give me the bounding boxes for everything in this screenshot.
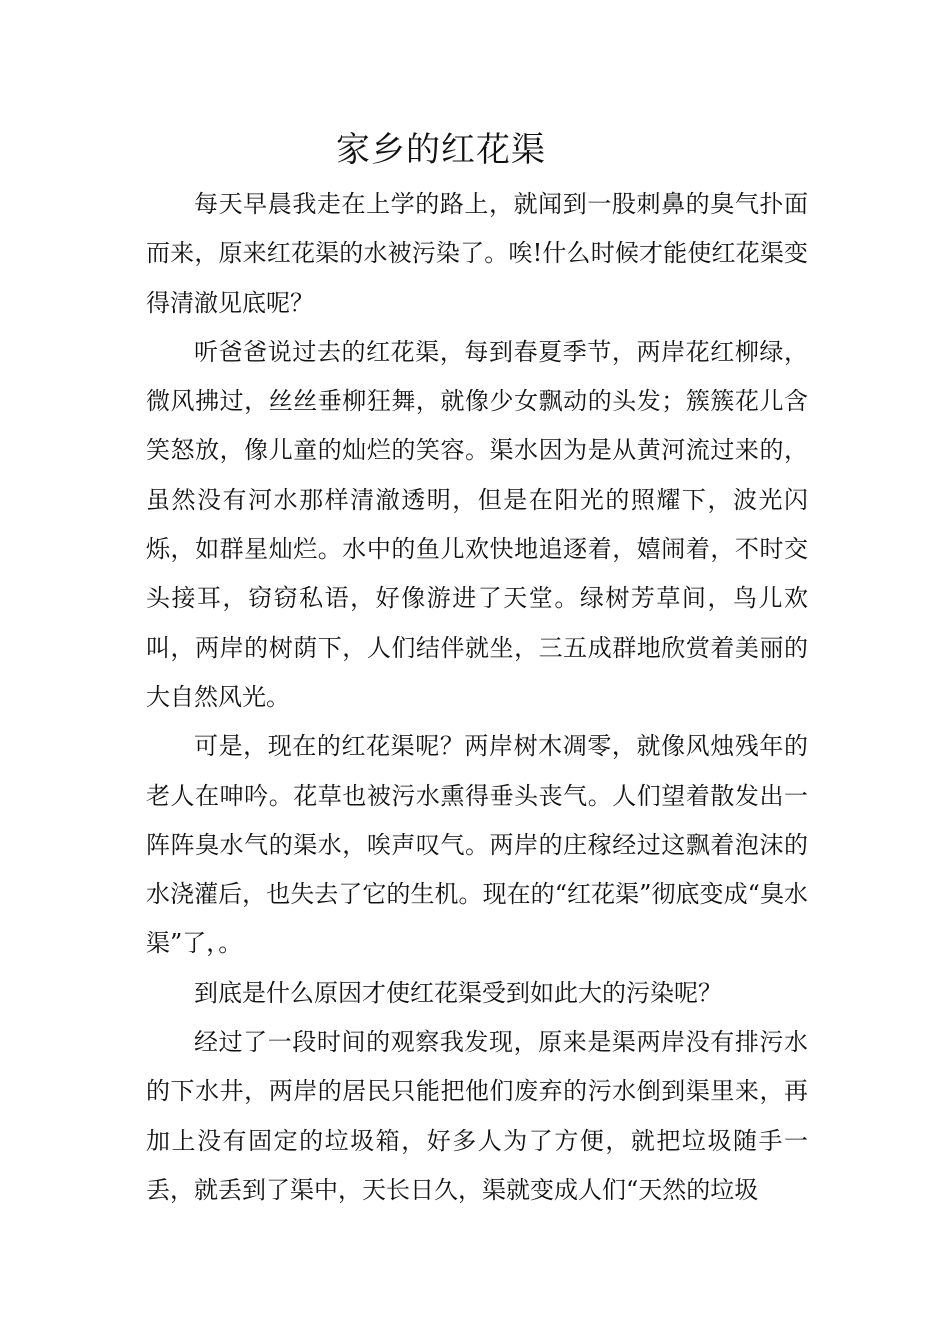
paragraph-3: 可是，现在的红花渠呢？两岸树木凋零，就像风烛残年的老人在呻吟。花草也被污水熏得垂头丧气。人们望着散发出一阵阵臭水气的渠水，唉声叹气。两岸的庄稼经过这飘着泡沫的水浇灌后，也失去了它的生机。现在的“红花渠”彻底变成“臭水渠”了，。 [146, 732, 808, 958]
paragraph-4: 到底是什么原因才使红花渠受到如此大的污染呢？ [194, 978, 722, 1007]
paragraph-2: 听爸爸说过去的红花渠，每到春夏季节，两岸花红柳绿，微风拂过，丝丝垂柳狂舞，就像少女飘动的头发；簇簇花儿含笑怒放，像儿童的灿烂的笑容。渠水因为是从黄河流过来的，虽然没有河水那样清澈透明，但是在阳光的照耀下，波光闪烁，如群星灿烂。水中的鱼儿欢快地追逐着，嬉闹着，不时交头接耳，窃窃私语，好像游进了天堂。绿树芳草间，鸟儿欢叫，两岸的树荫下，人们结伴就坐，三五成群地欣赏着美丽的大自然风光。 [146, 337, 808, 711]
document-body [146, 180, 808, 1215]
document-title: 家乡的红花渠 [336, 130, 546, 170]
paragraph-5: 经过了一段时间的观察我发现，原来是渠两岸没有排污水的下水井，两岸的居民只能把他们废弃的污水倒到渠里来，再加上没有固定的垃圾箱，好多人为了方便，就把垃圾随手一丢，就丢到了渠中，天长日久，渠就变成人们“天然的垃圾 [146, 1028, 808, 1204]
paragraph-1: 每天早晨我走在上学的路上，就闻到一股刺鼻的臭气扑面而来，原来红花渠的水被污染了。唉!什么时候才能使红花渠变得清澈见底呢？ [146, 190, 808, 317]
